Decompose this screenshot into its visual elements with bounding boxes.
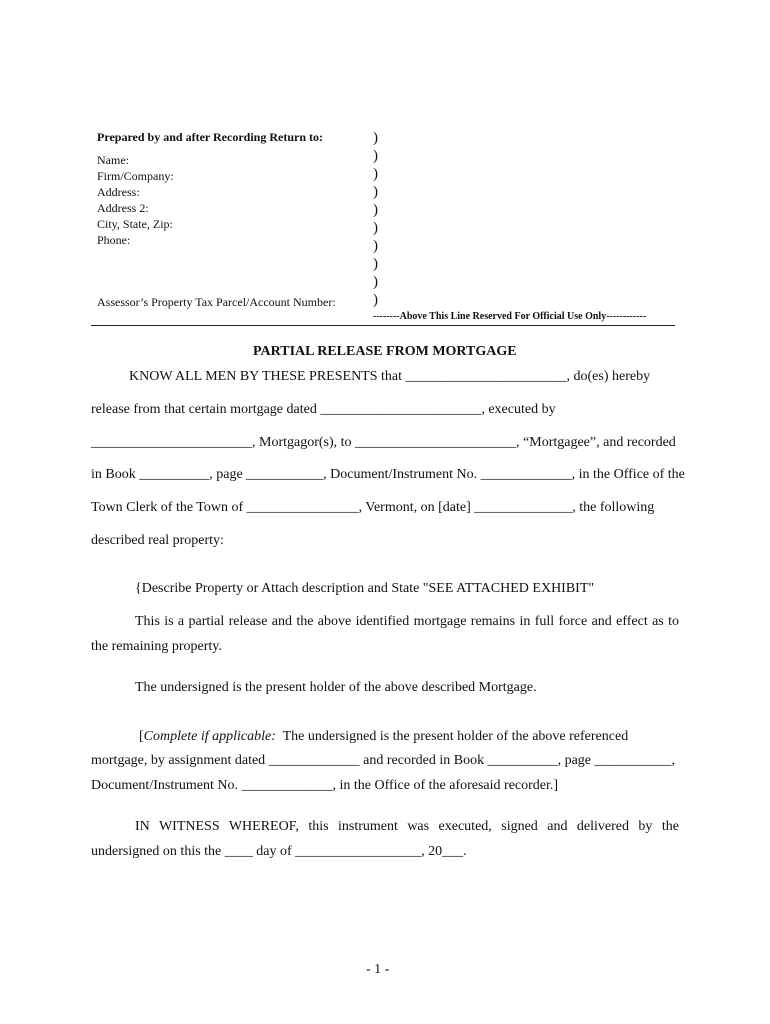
name-field-label: Name: — [97, 153, 129, 167]
body-line-know-all-men: KNOW ALL MEN BY THESE PRESENTS that _______________________, do(es) hereby — [129, 369, 651, 384]
paren-mark: ) — [373, 184, 378, 200]
paren-mark: ) — [373, 166, 378, 182]
assignment-line-2: Document/Instrument No. _____________, in the Office of the aforesaid recorder.] — [91, 778, 559, 793]
paren-mark: ) — [373, 256, 378, 272]
partial-release-line-1: This is a partial release and the above identified mortgage remains in full force and effect as to — [135, 614, 679, 629]
body-line-mortgagor: _______________________, Mortgagor(s), to _______________________, “Mortgagee”, and recorded — [91, 435, 676, 450]
firm-company-field-label: Firm/Company: — [97, 169, 174, 183]
open-bracket: [ — [139, 729, 144, 744]
paren-mark: ) — [373, 148, 378, 164]
paren-mark: ) — [373, 274, 378, 290]
paren-mark: ) — [373, 130, 378, 146]
page-number: - 1 - — [366, 962, 390, 977]
paren-mark: ) — [373, 238, 378, 254]
address-2-field-label: Address 2: — [97, 201, 149, 215]
present-holder-statement: The undersigned is the present holder of the above described Mortgage. — [135, 680, 537, 695]
assignment-line-1: mortgage, by assignment dated _____________ and recorded in Book __________, page ___________, — [91, 753, 676, 768]
witness-line-2: undersigned on this the ____ day of __________________, 20___. — [91, 844, 467, 859]
witness-line-1: IN WITNESS WHEREOF, this instrument was executed, signed and delivered by the — [135, 819, 679, 834]
body-line-book-page: in Book __________, page ___________, Document/Instrument No. _____________, in the Office of the — [91, 467, 685, 482]
body-line-release-from: release from that certain mortgage dated _______________________, executed by — [91, 402, 556, 417]
body-line-town-clerk: Town Clerk of the Town of ________________, Vermont, on [date] ______________, the following — [91, 500, 655, 515]
complete-if-applicable-text: The undersigned is the present holder of the above referenced — [275, 729, 629, 744]
phone-field-label: Phone: — [97, 233, 131, 247]
partial-release-line-2: the remaining property. — [91, 639, 222, 654]
header-divider — [91, 325, 675, 326]
address-field-label: Address: — [97, 185, 140, 199]
official-use-reserved-line: --------Above This Line Reserved For Official Use Only------------ — [373, 311, 647, 322]
paren-mark: ) — [373, 202, 378, 218]
paren-mark: ) — [373, 292, 378, 308]
complete-if-applicable-line — [139, 729, 628, 745]
document-title: PARTIAL RELEASE FROM MORTGAGE — [253, 344, 517, 359]
parcel-number-label: Assessor’s Property Tax Parcel/Account Number: — [97, 295, 336, 309]
prepared-by-heading: Prepared by and after Recording Return to: — [97, 130, 323, 144]
complete-if-applicable-label: Complete if applicable: — [143, 729, 276, 744]
city-state-zip-field-label: City, State, Zip: — [97, 217, 173, 231]
paren-mark: ) — [373, 220, 378, 236]
describe-property-instruction: {Describe Property or Attach description and State "SEE ATTACHED EXHIBIT" — [135, 581, 595, 596]
body-line-described-property: described real property: — [91, 533, 224, 548]
